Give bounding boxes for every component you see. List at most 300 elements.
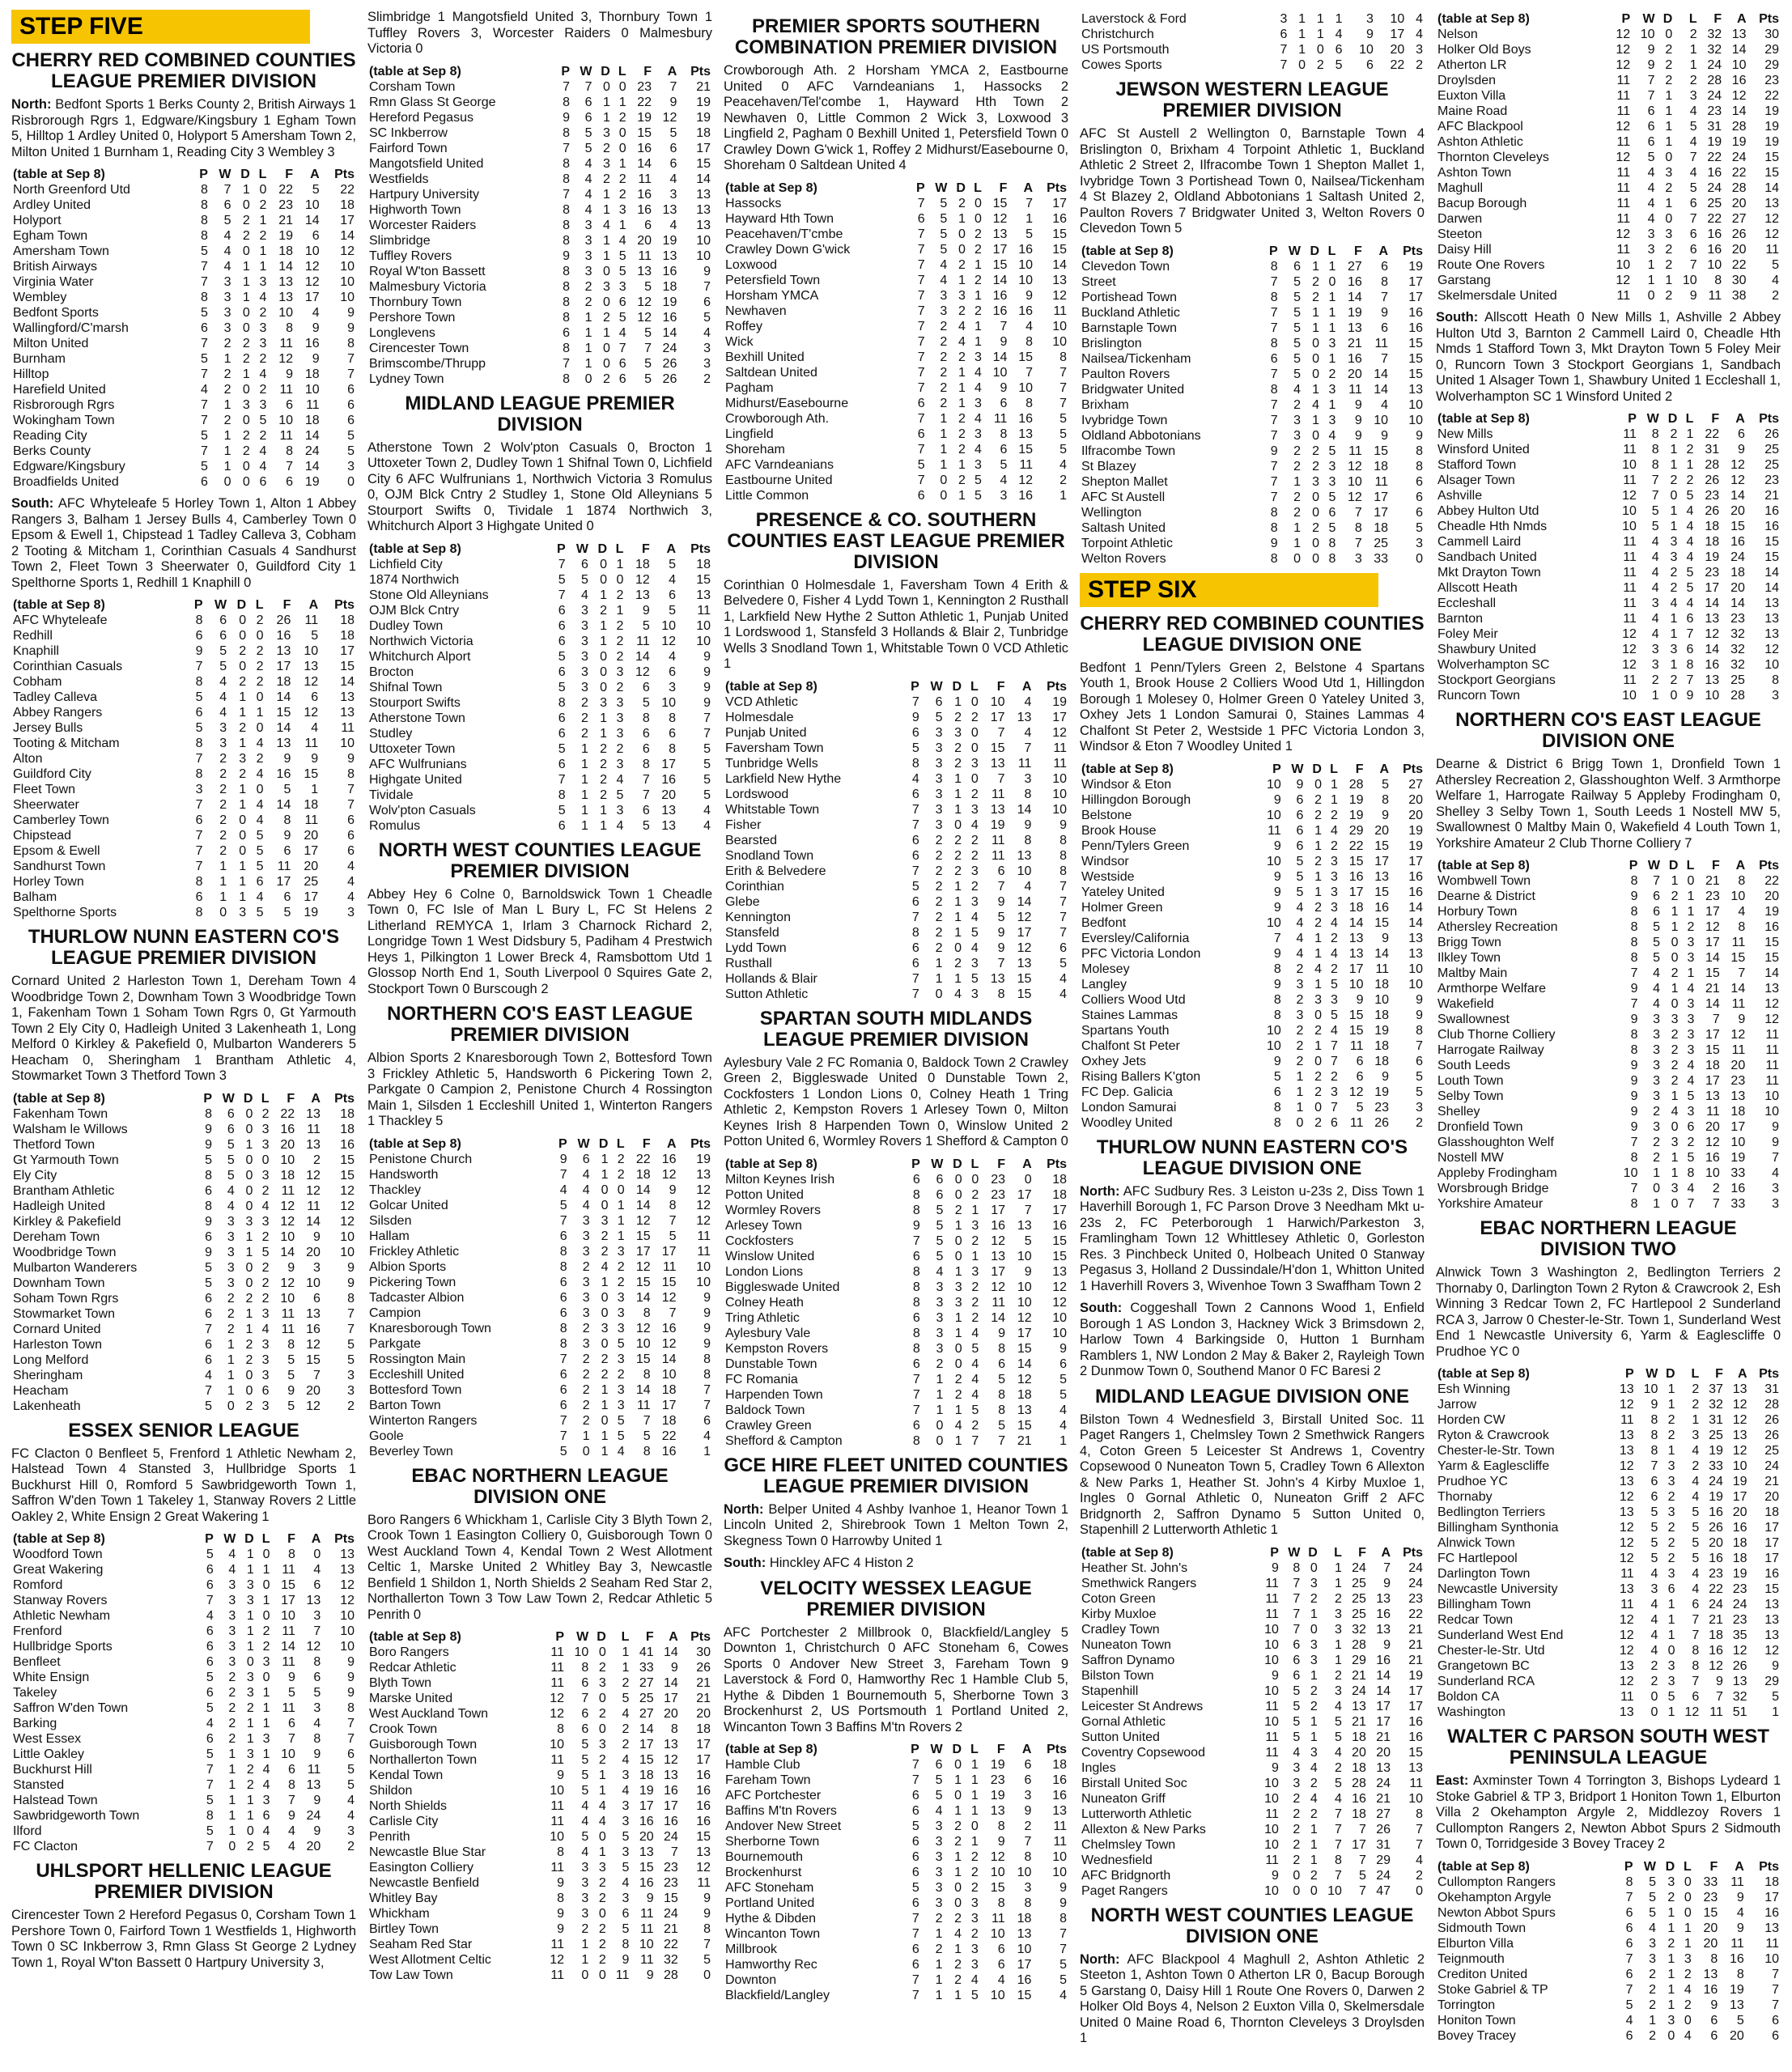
team-name: West Allotment Celtic (369, 1953, 491, 1967)
stat-cell: 14 (340, 675, 355, 689)
stat-cell: 5 (911, 1881, 919, 1895)
stat-cell: 5 (558, 649, 566, 664)
team-name: Maltby Main (1437, 966, 1508, 980)
stat-cell: 16 (696, 1784, 711, 1798)
stat-cell: 1 (1328, 305, 1336, 320)
table-row (1436, 1089, 1781, 1104)
stat-cell: 8 (563, 341, 570, 355)
table-row (724, 288, 1068, 304)
team-name: Holker Old Boys (1437, 43, 1531, 57)
stat-cell: 4 (1686, 535, 1694, 549)
team-name: Harpenden Town (725, 1387, 823, 1402)
league-heading: NORTH WEST COUNTIES LEAGUE DIVISION ONE (1090, 1904, 1414, 1947)
stat-cell: 17 (1705, 581, 1720, 595)
stat-cell: 29 (1352, 1653, 1366, 1667)
stat-cell: 6 (1710, 2013, 1718, 2027)
stat-cell: 19 (1707, 135, 1722, 149)
stat-cell: 19 (1764, 104, 1779, 118)
stat-cell: 19 (990, 1789, 1005, 1802)
stat-cell: 1 (228, 1763, 236, 1777)
stat-cell: 24 (1730, 550, 1745, 564)
stat-cell: 25 (1707, 197, 1722, 210)
stat-cell: 3 (618, 279, 626, 294)
stat-cell: 2 (1331, 839, 1338, 853)
table-row (1080, 1115, 1425, 1131)
stat-cell: 6 (1059, 1357, 1067, 1371)
team-name: Northwich Victoria (369, 634, 473, 648)
stat-cell: 18 (1348, 900, 1364, 915)
region-label: South: (1080, 1301, 1123, 1315)
stat-cell: 5 (936, 1218, 944, 1233)
stat-cell: 3 (1667, 1659, 1675, 1673)
stat-cell: 9 (1382, 808, 1390, 822)
stat-cell: 2 (958, 411, 966, 426)
stat-cell: 1 (223, 444, 231, 458)
table-row (1080, 259, 1425, 274)
stat-cell: 5 (998, 1372, 1005, 1386)
stat-cell: 3 (581, 680, 588, 694)
stat-cell: 3 (1647, 243, 1655, 257)
table-row (367, 1182, 712, 1198)
stat-cell: 10 (1017, 1249, 1032, 1263)
column-header: Pts (1403, 762, 1423, 776)
stat-cell: 5 (205, 1276, 213, 1290)
stat-cell: 4 (1334, 1791, 1342, 1806)
stat-cell: 4 (974, 365, 982, 380)
stat-cell: 7 (911, 864, 919, 878)
team-name: Kirkley & Pakefield (13, 1214, 121, 1229)
stat-cell: 6 (997, 864, 1005, 878)
stat-cell: 1 (1312, 321, 1320, 335)
stat-cell: 16 (1707, 227, 1722, 241)
stat-cell: 11 (1765, 1059, 1779, 1072)
stat-cell: 12 (1347, 490, 1362, 504)
team-name: Wick (725, 334, 754, 349)
stat-cell: 9 (563, 248, 570, 263)
stat-cell: 7 (1772, 1151, 1779, 1165)
column-header: D (601, 64, 610, 79)
stat-cell: 21 (696, 1676, 711, 1690)
column-header: D (598, 1136, 609, 1151)
stat-cell: 13 (340, 690, 355, 704)
stat-cell: 16 (1352, 1791, 1366, 1806)
stat-cell: 6 (936, 1187, 944, 1202)
stat-cell: 20 (1376, 1745, 1391, 1760)
stat-cell: 7 (669, 1213, 677, 1228)
stat-cell: 14 (1374, 946, 1390, 961)
stat-cell: 1 (935, 1958, 943, 1972)
stat-cell: 3 (1650, 1582, 1658, 1596)
table-row (11, 1399, 356, 1414)
team-name: Peacehaven/T'cmbe (725, 227, 843, 241)
stat-cell: 32 (1707, 28, 1722, 41)
team-name: Wombwell Town (1437, 874, 1531, 888)
stat-cell: 10 (281, 1609, 295, 1623)
stat-cell: 17 (991, 1203, 1005, 1217)
stat-cell: 8 (1692, 1659, 1700, 1673)
stat-cell: 10 (278, 306, 294, 320)
table-row (724, 319, 1068, 334)
stat-cell: 3 (616, 726, 624, 741)
stat-cell: 7 (1354, 505, 1362, 520)
stat-cell: 13 (1017, 1218, 1032, 1233)
stat-cell: 6 (1331, 1115, 1338, 1130)
stat-cell: 10 (1359, 43, 1374, 57)
stat-cell: 8 (703, 1922, 711, 1936)
column-header: A (1378, 244, 1389, 258)
stat-cell: 7 (1687, 1197, 1695, 1211)
stat-cell: 6 (347, 398, 355, 412)
stat-cell: 0 (256, 783, 264, 796)
stat-cell: 7 (703, 1398, 711, 1412)
stat-cell: 1 (940, 442, 948, 456)
stat-cell: 14 (1764, 581, 1779, 595)
stat-cell: 5 (201, 429, 208, 443)
stat-cell: 10 (340, 291, 355, 304)
league-heading: PRESENCE & CO. SOUTHERN COUNTIES EAST LEAGUE PREMIER DIVISION (727, 508, 1065, 573)
stat-cell: 10 (1052, 1866, 1067, 1879)
stat-cell: 13 (1619, 1705, 1634, 1719)
stat-cell: 6 (1328, 505, 1336, 520)
team-name: Penrith (369, 1830, 410, 1844)
stat-cell: 11 (1623, 427, 1637, 441)
stat-cell: 7 (201, 414, 208, 427)
stat-cell: 0 (954, 1249, 962, 1263)
stat-cell: 4 (703, 1429, 711, 1443)
stat-cell: 1 (1667, 1382, 1675, 1396)
stat-cell: 2 (1312, 459, 1320, 473)
stat-cell: 2 (242, 444, 250, 458)
stat-cell: 2 (1649, 1967, 1657, 1981)
stat-cell: 5 (703, 788, 711, 802)
stat-cell: 3 (219, 721, 227, 735)
stat-cell: 8 (347, 1291, 355, 1306)
stat-cell: 7 (195, 798, 203, 812)
table-row (724, 1433, 1068, 1449)
stat-cell: 8 (1651, 427, 1659, 441)
table-row (724, 987, 1068, 1002)
stat-cell: 2 (584, 279, 592, 294)
column-header: D (1668, 859, 1679, 873)
stat-cell: 10 (1266, 808, 1281, 822)
team-name: Crawley Green (725, 1418, 812, 1433)
stat-cell: 8 (205, 1199, 213, 1213)
team-name: Bridgwater United (1081, 382, 1185, 397)
team-name: Hilltop (13, 367, 49, 381)
stat-cell: 10 (1018, 273, 1034, 287)
stat-cell: 6 (911, 1866, 919, 1879)
stat-cell: 2 (245, 1291, 253, 1306)
stat-cell: 5 (642, 818, 650, 833)
team-name: Sutton United (1081, 1730, 1160, 1744)
stat-cell: 6 (558, 726, 566, 741)
table-row (1080, 1560, 1425, 1576)
stat-cell: 6 (618, 372, 626, 386)
stat-cell: 2 (1653, 1151, 1661, 1165)
table-row (367, 1860, 712, 1875)
stat-cell: 7 (1712, 1013, 1720, 1026)
table-date-header: (table at Sep 8) (13, 598, 105, 612)
table-header-row (1080, 762, 1425, 777)
stat-cell: 4 (1686, 504, 1694, 518)
team-name: Kendal Town (369, 1768, 444, 1782)
stat-cell: 5 (1293, 367, 1301, 381)
stat-cell: 5 (971, 1341, 979, 1356)
stat-cell: 7 (1651, 489, 1659, 503)
league-table (1080, 244, 1425, 567)
team-name: Kirby Muxloe (1081, 1607, 1157, 1621)
table-row (11, 1153, 356, 1168)
stat-cell: 3 (971, 1218, 979, 1233)
table-row (367, 803, 712, 818)
stat-cell: 6 (911, 1789, 919, 1802)
stat-cell: 2 (1651, 673, 1659, 687)
stat-cell: 12 (1730, 473, 1745, 487)
stat-cell: 11 (1620, 1690, 1634, 1704)
stat-cell: 13 (340, 1563, 355, 1577)
team-name: Broadfields United (13, 475, 119, 489)
stat-cell: 3 (228, 1640, 236, 1654)
results-paragraph (1436, 310, 1781, 405)
stat-cell: 4 (1772, 274, 1779, 287)
column-header: W (1288, 244, 1301, 258)
stat-cell: 8 (669, 711, 677, 725)
column-header: Pts (690, 64, 711, 79)
stat-cell: 1 (1667, 1982, 1675, 1997)
stat-cell: 3 (940, 304, 948, 318)
table-row (1436, 442, 1781, 457)
stat-cell: 9 (311, 752, 319, 766)
table-header-row (367, 1136, 712, 1152)
stat-cell: 5 (581, 572, 588, 587)
table-row (724, 802, 1068, 817)
stat-cell: 6 (205, 1183, 213, 1198)
column-header: Pts (1759, 412, 1779, 426)
stat-cell: 6 (1293, 259, 1301, 274)
stat-cell: 6 (559, 1229, 567, 1243)
table-row (724, 1834, 1068, 1849)
stat-cell: 6 (205, 1337, 213, 1352)
stat-cell: 4 (936, 1264, 944, 1279)
stat-cell: 4 (205, 1368, 213, 1382)
stat-cell: 25 (1764, 458, 1779, 472)
stat-cell: 7 (1416, 1837, 1423, 1852)
team-name: Lingfield (725, 427, 774, 441)
column-header: F (1358, 1545, 1366, 1560)
stat-cell: 10 (1264, 1776, 1279, 1790)
league-heading: NORTH WEST COUNTIES LEAGUE PREMIER DIVISION (378, 839, 702, 882)
stat-cell: 1 (958, 365, 966, 380)
stat-cell: 2 (1314, 854, 1322, 868)
team-name: Route One Rovers (1437, 258, 1545, 272)
stat-cell: 22 (664, 1938, 678, 1951)
stat-cell: 12 (304, 706, 319, 720)
results-paragraph (367, 887, 712, 998)
stat-cell: 5 (974, 473, 982, 487)
team-name: Fareham Town (725, 1773, 811, 1787)
stat-cell: 1 (246, 1563, 254, 1577)
stat-cell: 15 (990, 741, 1005, 755)
stat-cell: 26 (1764, 1413, 1779, 1427)
table-row (11, 474, 356, 490)
team-name: Club Thorne Colliery (1437, 1028, 1556, 1042)
stat-cell: 11 (1374, 474, 1389, 489)
stat-cell: 7 (911, 987, 919, 1001)
stat-cell: 0 (1024, 1172, 1032, 1187)
stat-cell: 14 (1705, 997, 1720, 1011)
stat-cell: 13 (990, 802, 1005, 817)
stat-cell: 13 (662, 248, 677, 263)
stat-cell: 9 (347, 1686, 355, 1700)
stat-cell: 1 (1684, 1936, 1692, 1951)
team-name: Jersey Bulls (13, 721, 83, 735)
stat-cell: 2 (228, 1717, 236, 1730)
stat-cell: 0 (239, 844, 247, 858)
stat-cell: 23 (1707, 104, 1722, 118)
newspaper-page (11, 10, 1781, 2062)
stat-cell: 11 (636, 634, 650, 648)
stat-cell: 9 (1647, 43, 1655, 57)
stat-cell: 19 (1408, 1668, 1423, 1683)
stat-cell: 20 (1730, 504, 1745, 518)
team-name: Atherton LR (1437, 58, 1507, 72)
stat-cell: 7 (195, 829, 203, 843)
table-row (1436, 1196, 1781, 1212)
stat-cell: 11 (1623, 673, 1637, 687)
team-name: Yorkshire Amateur (1437, 1197, 1544, 1211)
column-header: Pts (690, 541, 711, 556)
stat-cell: 9 (1272, 1760, 1279, 1775)
team-name: Washington (1437, 1705, 1505, 1719)
table-row (724, 1264, 1068, 1280)
stat-cell: 9 (313, 1794, 321, 1807)
stat-cell: 3 (935, 741, 943, 755)
team-name: Epsom & Ewell (13, 844, 100, 858)
table-row (367, 634, 712, 649)
stat-cell: 8 (287, 1337, 295, 1352)
stat-cell: 13 (1730, 1089, 1746, 1103)
stat-cell: 0 (245, 1106, 253, 1121)
team-name: Milton Keynes Irish (725, 1172, 835, 1187)
stat-cell: 2 (1649, 2028, 1657, 2043)
stat-cell: 3 (581, 1892, 589, 1905)
stat-cell: 11 (637, 1398, 651, 1412)
stat-cell: 2 (954, 1912, 962, 1926)
results-paragraph (11, 496, 356, 591)
stat-cell: 7 (911, 802, 919, 817)
stat-cell: 23 (1705, 489, 1720, 503)
team-name: Stafford Town (1437, 458, 1517, 472)
stat-cell: 7 (1000, 319, 1008, 333)
stat-cell: 5 (1059, 1973, 1067, 1987)
team-name: Petersfield Town (725, 273, 821, 287)
stat-cell: 1 (1653, 1166, 1661, 1180)
stat-cell: 2 (1331, 808, 1338, 822)
stat-cell: 3 (262, 1655, 270, 1669)
stat-cell: 5 (1686, 489, 1694, 503)
stat-cell: 13 (1730, 1998, 1744, 2012)
stat-cell: 6 (1381, 259, 1389, 274)
table-row (11, 1839, 356, 1854)
stat-cell: 6 (998, 1357, 1005, 1371)
stat-cell: 3 (1671, 1182, 1679, 1195)
results-text: Coggeshall Town 2 Cannons Wood 1, Enfield Borough 1 AS London 3, Hackney Wick 3 Brimsdown 2, Harlow Town 4 Barkingside 0, Hutton 1 Burnham Ramblers 1, NW London 2 May & Baker 2, Rayleigh Town 2 Dunmow Town 0, Southend Manor 0 FC Baresi 2 (1080, 1301, 1425, 1378)
stat-cell: 3 (239, 752, 247, 766)
stat-cell: 22 (1390, 58, 1405, 72)
stat-cell: 3 (261, 1337, 270, 1352)
column-3 (724, 10, 1068, 2062)
table-row (11, 890, 356, 905)
stat-cell: 2 (219, 752, 227, 766)
stat-cell: 9 (1296, 777, 1304, 792)
stat-cell: 5 (558, 741, 566, 756)
stat-cell: 18 (1374, 459, 1389, 473)
stat-cell: 4 (223, 229, 231, 243)
stat-cell: 13 (1408, 946, 1423, 961)
table-row (367, 325, 712, 341)
stat-cell: 15 (1408, 336, 1423, 350)
stat-cell: 2 (246, 1840, 254, 1853)
stat-cell: 18 (1764, 1505, 1779, 1519)
team-name: Edgware/Kingsbury (13, 460, 125, 473)
region-label: South: (11, 496, 54, 511)
team-name: Hartpury University (369, 187, 480, 202)
stat-cell: 0 (601, 1413, 609, 1428)
stat-cell: 0 (242, 321, 250, 335)
stat-cell: 18 (1732, 1552, 1747, 1565)
stat-cell: 2 (581, 1922, 589, 1936)
stat-cell: 12 (1017, 1310, 1032, 1325)
stat-cell: 7 (347, 1732, 355, 1746)
stat-cell: 3 (1296, 977, 1304, 991)
stat-cell: 8 (1059, 833, 1067, 847)
stat-cell: 6 (644, 218, 652, 232)
stat-cell: 1 (227, 1368, 235, 1382)
team-name: Harefield United (13, 383, 106, 397)
stat-cell: 10 (306, 1276, 321, 1290)
stat-cell: 5 (622, 1861, 630, 1875)
stat-cell: 13 (990, 1804, 1005, 1818)
stat-cell: 7 (347, 352, 355, 366)
stat-cell: 8 (622, 1938, 630, 1951)
stat-cell: 9 (1689, 289, 1697, 303)
table-row (1080, 57, 1425, 73)
team-name: Grangetown BC (1437, 1659, 1530, 1673)
table-row (1436, 1535, 1781, 1551)
stat-cell: 1 (1293, 536, 1301, 550)
stat-cell: 3 (935, 756, 943, 771)
stat-cell: 3 (261, 1368, 270, 1382)
team-name: Newton Abbot Spurs (1437, 1905, 1556, 1920)
table-row (367, 741, 712, 757)
stat-cell: 18 (304, 367, 320, 381)
team-name: Walsham le Willows (13, 1122, 128, 1136)
stat-cell: 1 (1059, 488, 1067, 503)
stat-cell: 9 (912, 1218, 920, 1233)
stat-cell: 5 (287, 1352, 295, 1367)
stat-cell: 2 (242, 337, 250, 350)
team-name: Abbey Rangers (13, 706, 103, 720)
stat-cell: 26 (662, 356, 677, 371)
stat-cell: 3 (581, 1861, 589, 1875)
stat-cell: 7 (1689, 151, 1697, 164)
stat-cell: 14 (992, 350, 1008, 364)
stat-cell: 20 (1764, 890, 1779, 903)
stat-cell: 3 (935, 802, 943, 817)
stat-cell: 4 (584, 172, 592, 186)
stat-cell: 10 (1731, 58, 1747, 72)
stat-cell: 1 (1667, 1967, 1675, 1981)
